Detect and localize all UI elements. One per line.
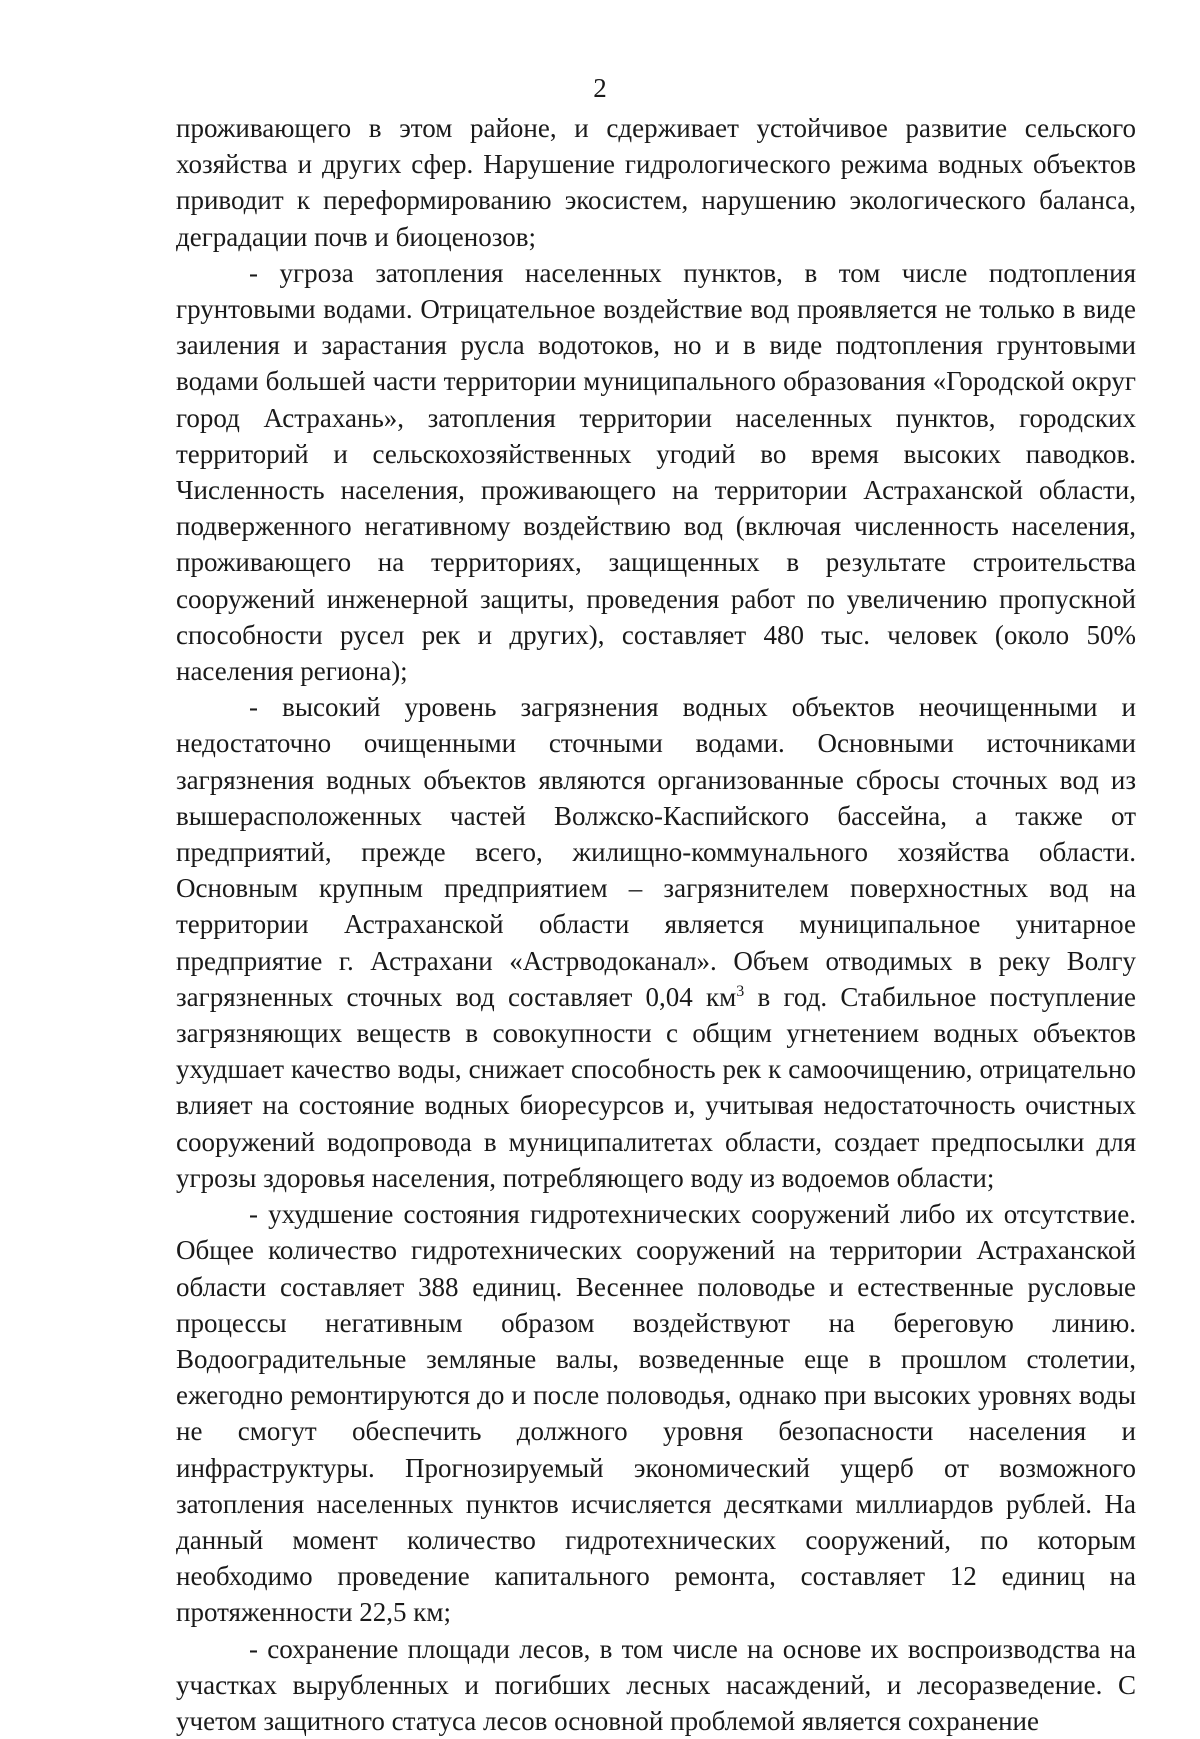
paragraph-forest-preservation: - сохранение площади лесов, в том числе на основе их воспроизводства на участках вырубленных и погибших лесных насаждений, и лесоразведение. С учетом защитного статуса лесов основной проблемой является сохранение	[176, 1633, 1136, 1736]
page-number: 2	[593, 73, 607, 103]
paragraph-water-pollution	[176, 689, 1136, 1196]
paragraph-hydraulic-structures: - ухудшение состояния гидротехнических сооружений либо их отсутствие. Общее количество гидротехнических сооружений на территории Астраханской области составляет 388 единиц. Весеннее половодье и естественные русловые процессы негативным образом воздействуют на береговую линию. Водооградительные земляные валы, возведенные еще в прошлом столетии, ежегодно ремонтируются до и после половодья, однако при высоких уровнях воды не смогут обеспечить должного уровня безопасности населения и инфраструктуры. Прогнозируемый экономический ущерб от возможного затопления населенных пунктов исчисляется десятками миллиардов рублей. На данный момент количество гидротехнических сооружений, по которым необходимо проведение капитального ремонта, составляет 12 единиц на протяженности 22,5 км;	[176, 1199, 1136, 1628]
paragraph-water-pollution-text-before: - высокий уровень загрязнения водных объектов неочищенными и недостаточно очищенными сточными водами. Основными источниками загрязнения водных объектов являются организованные сбросы сточных вод из вышерасположенных частей Волжско-Каспийского бассейна, а также от предприятий, прежде всего, жилищно-коммунального хозяйства области. Основным крупным предприятием – загрязнителем поверхностных вод на территории Астраханской области является муниципальное унитарное предприятие г. Астрахани «Астрводоканал». Объем отводимых в реку Волгу загрязненных сточных вод составляет 0,04 км	[176, 692, 1136, 1012]
paragraph-continuation: проживающего в этом районе, и сдерживает устойчивое развитие сельского хозяйства и других сфер. Нарушение гидрологического режима водных объектов приводит к переформированию экосистем, нарушению экологического баланса, деградации почв и биоценозов;	[176, 113, 1136, 252]
paragraph-water-pollution-text-after: в год. Стабильное поступление загрязняющих веществ в совокупности с общим угнетением водных объектов ухудшает качество воды, снижает способность рек к самоочищению, отрицательно влияет на состояние водных биоресурсов и, учитывая недостаточность очистных сооружений водопровода в муниципалитетах области, создает предпосылки для угрозы здоровья населения, потребляющего воду из водоемов области;	[176, 981, 1136, 1193]
cubic-superscript: 3	[736, 982, 745, 1000]
paragraph-flooding-threat: - угроза затопления населенных пунктов, в том числе подтопления грунтовыми водами. Отрицательное воздействие вод проявляется не только в виде заиления и зарастания русла водотоков, но и в виде подтопления грунтовыми водами большей части территории муниципального образования «Городской округ город Астрахань», затопления территории населенных пунктов, городских территорий и сельскохозяйственных угодий во время высоких паводков. Численность населения, проживающего на территории Астраханской области, подверженного негативному воздействию вод (включая численность населения, проживающего на территориях, защищенных в результате строительства сооружений инженерной защиты, проведения работ по увеличению пропускной способности русел рек и других), составляет 480 тыс. человек (около 50% населения региона);	[176, 257, 1136, 687]
document-body	[176, 110, 1136, 1739]
